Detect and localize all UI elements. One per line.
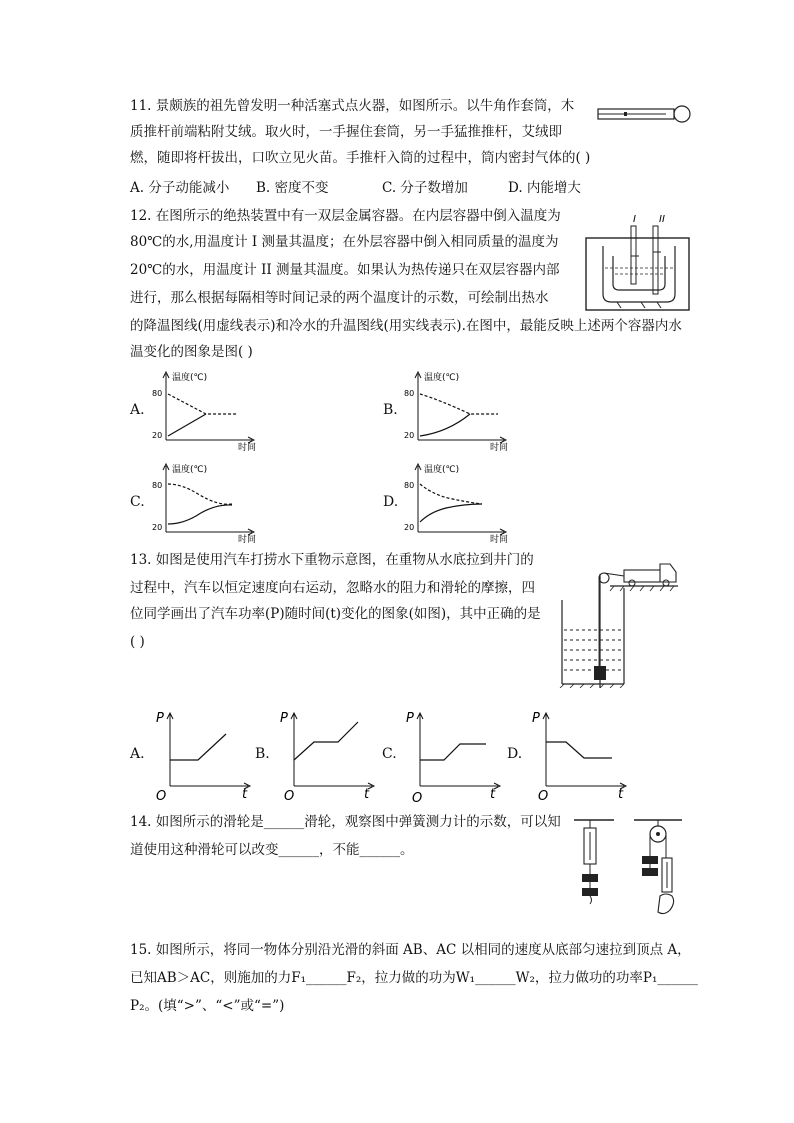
q12c-ylabel: 温度(℃) — [172, 465, 208, 475]
fire-piston-figure — [596, 100, 694, 128]
q12d-tick-low: 20 — [404, 523, 415, 532]
q12d-xlabel: 时间 — [490, 535, 509, 544]
q12-line-6: 温变化的图象是图( ) — [130, 344, 253, 360]
q12-graph-d — [400, 460, 525, 544]
q12-graph-c — [148, 460, 273, 544]
q12b-ylabel: 温度(℃) — [424, 373, 460, 383]
q11-line-1: 11. 景颇族的祖先曾发明一种活塞式点火器，如图所示。以牛角作套筒，木 — [130, 98, 575, 114]
q13-graph-c — [400, 708, 508, 804]
q13c-p-label: P — [406, 711, 414, 726]
q13b-t-label: t — [364, 787, 370, 802]
q13-option-a: A. — [130, 746, 145, 762]
thermometer-2-label: II — [659, 214, 665, 225]
q12d-ylabel: 温度(℃) — [424, 465, 460, 475]
q11-line-2: 质推杆前端粘附艾绒。取火时，一手握住套筒，另一手猛推推杆，艾绒即 — [130, 124, 562, 140]
q11-option-c: C. 分子数增加 — [382, 180, 468, 196]
q12-option-c: C. — [130, 494, 145, 510]
q12c-tick-low: 20 — [152, 523, 163, 532]
q14-line-2: 道使用这种滑轮可以改变______，不能______。 — [130, 842, 414, 858]
q12-line-5: 的降温图线(用虚线表示)和冷水的升温图线(用实线表示).在图中，最能反映上述两个容器内水 — [130, 318, 682, 334]
q12-option-a: A. — [130, 402, 145, 418]
q13-option-d: D. — [507, 746, 523, 762]
q12-graph-b — [400, 368, 525, 452]
q13a-t-label: t — [242, 787, 248, 802]
q13-line-4: ( ) — [130, 634, 145, 650]
q11-option-a: A. 分子动能减小 — [130, 180, 230, 196]
q12d-tick-high: 80 — [404, 481, 415, 490]
q13a-origin: O — [156, 789, 167, 804]
q13-line-1: 13. 如图是使用汽车打捞水下重物示意图，在重物从水底拉到井门的 — [130, 552, 534, 568]
q13d-origin: O — [538, 789, 549, 804]
q13-graph-d — [526, 708, 634, 804]
q15-line-2: 已知AB＞AC，则施加的力F₁______F₂，拉力做的功为W₁______W₂，拉力做功的功率P₁______ — [130, 970, 698, 986]
q13d-p-label: P — [532, 711, 540, 726]
q13d-t-label: t — [618, 787, 624, 802]
q11-line-3: 燃，随即将杆拔出，口吹立见火苗。手推杆入筒的过程中，筒内密封气体的( ) — [130, 150, 591, 166]
q11-option-d: D. 内能增大 — [508, 180, 581, 196]
q14-line-1: 14. 如图所示的滑轮是______滑轮，观察图中弹簧测力计的示数，可以知 — [130, 814, 561, 830]
q13b-p-label: P — [280, 711, 288, 726]
q13c-t-label: t — [490, 787, 496, 802]
q12-graph-a — [148, 368, 273, 452]
q13b-origin: O — [284, 789, 295, 804]
q13-option-b: B. — [255, 746, 270, 762]
thermometer-1-label: I — [633, 214, 636, 225]
q12c-tick-high: 80 — [152, 481, 163, 490]
q12c-xlabel: 时间 — [238, 535, 257, 544]
pulley-spring-scale-figure — [570, 816, 696, 920]
q12-line-2: 80℃的水,用温度计 I 测量其温度；在外层容器中倒入相同质量的温度为 — [130, 234, 559, 250]
q15-line-3: P₂。(填“>”、“<”或“=”) — [130, 998, 285, 1014]
q12-line-1: 12. 在图所示的绝热装置中有一双层金属容器。在内层容器中倒入温度为 — [130, 208, 561, 224]
q12a-ylabel: 温度(℃) — [172, 373, 208, 383]
q13-line-3: 位同学画出了汽车功率(P)随时间(t)变化的图象(如图)，其中正确的是 — [130, 606, 541, 622]
q11-option-b: B. 密度不变 — [256, 180, 329, 196]
q12-option-d: D. — [383, 494, 399, 510]
q12b-xlabel: 时间 — [490, 443, 509, 452]
q13a-p-label: P — [156, 711, 164, 726]
q15-line-1: 15. 如图所示，将同一物体分别沿光滑的斜面 AB、AC 以相同的速度从底部匀速拉到顶点 A， — [130, 942, 691, 958]
double-container-figure — [583, 212, 693, 312]
q12-line-3: 20℃的水，用温度计 II 测量其温度。如果认为热传递只在双层容器内部 — [130, 262, 560, 278]
q13-line-2: 过程中，汽车以恒定速度向右运动，忽略水的阻力和滑轮的摩擦，四 — [130, 580, 535, 596]
q12-line-4: 进行，那么根据每隔相等时间记录的两个温度计的示数，可绘制出热水 — [130, 290, 549, 306]
q12a-tick-low: 20 — [152, 431, 163, 440]
q12-option-b: B. — [383, 402, 398, 418]
q12b-tick-high: 80 — [404, 389, 415, 398]
q12a-xlabel: 时间 — [238, 443, 257, 452]
q13-graph-a — [150, 708, 258, 804]
q13c-origin: O — [412, 791, 423, 804]
q12b-tick-low: 20 — [404, 431, 415, 440]
q13-graph-b — [274, 708, 382, 804]
truck-well-figure — [554, 556, 682, 688]
q12a-tick-high: 80 — [152, 389, 163, 398]
q13-option-c: C. — [382, 746, 397, 762]
